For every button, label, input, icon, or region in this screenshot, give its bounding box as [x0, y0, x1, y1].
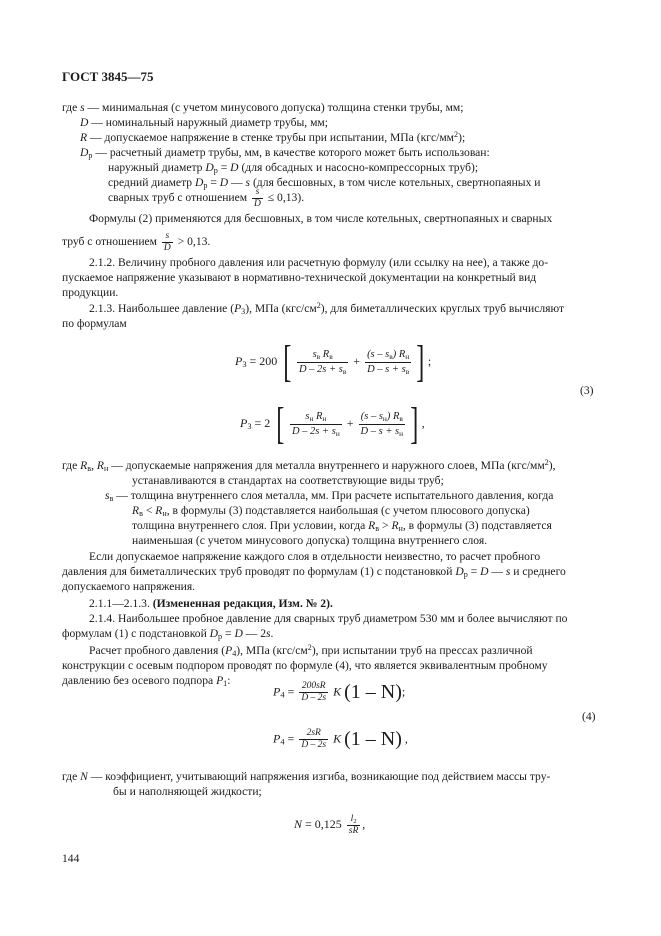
formula-4-line1: $P_4$ = $\frac{200sR}{D - 2s}$ K (1 – N);: [273, 681, 406, 703]
definition-outer-diameter: наружный диаметр $D_р = D$ (для обсадных и насосно-компрессорных труб);: [108, 161, 479, 175]
fraction-f1: $\frac{s_в R_в}{D - 2s + s_в}$: [298, 348, 347, 376]
fraction-f2: $\frac{(s - s_в) R_н}{D - s + s_в}$: [367, 348, 410, 376]
formula-4-line2: $P_4$ = $\frac{2sR}{D - 2s}$ K (1 – N) ,: [273, 728, 408, 750]
formula-3-number: (3): [580, 384, 594, 397]
fraction-2sR: $\frac{2sR}{D - 2s}$: [301, 728, 327, 750]
fraction-s-over-D-2: $\frac{s}{D}$: [163, 231, 171, 253]
paren-group: (1 – N): [344, 681, 402, 703]
right-bracket-2: ]: [410, 399, 419, 448]
where-sv-line4: наименьшая (с учетом минусового допуска) толщина внутреннего слоя.: [132, 534, 488, 547]
formula-4-number: (4): [582, 710, 596, 723]
paragraph-2-1-4: 2.1.4. Наибольшее пробное давление для сварных труб диаметром 530 мм и более вычисляют по: [89, 612, 568, 625]
paragraph-2-1-2-line3: продукции.: [62, 286, 119, 299]
definition-D: D — номинальный наружный диаметр трубы, мм;: [80, 116, 328, 129]
paragraph-axial-line2: конструкции с осевым подпором проводят по формуле (4), что является эквивалентным пробному: [62, 659, 548, 672]
paragraph-formula2: Формулы (2) применяются для бесшовных, в том числе котельных, свертнопаяных и сварных: [89, 212, 553, 225]
document-header: ГОСТ 3845—75: [62, 69, 154, 84]
changed-edition-note: 2.1.1—2.1.3. (Измененная редакция, Изм. № 2).: [89, 597, 333, 610]
paragraph-2-1-3-line2: по формулам: [62, 317, 127, 330]
right-bracket: ]: [416, 337, 425, 386]
page-number: 144: [62, 852, 80, 865]
where-Rv-Rn: где $R_в$, $R_н$ — допускаемые напряжения для металла внутреннего и наружного слоев, МПа $(кгс/мм^2)$,: [62, 458, 556, 473]
fraction-f1b: $\frac{s_н R_н}{D - 2s + s_н}$: [291, 410, 340, 438]
paragraph-2-1-3: 2.1.3. Наибольшее давление $(P_3)$, МПа $(кгс/см^2)$, для биметаллических круглых труб вычисляют: [89, 301, 565, 316]
formula-3-line2: $P_3 = 2$ [ $\frac{s_н R_н}{D - 2s + s_н}$ + $\frac{(s - s_н) R_в}{D - s + s_н}$ ] ,: [240, 399, 425, 448]
definition-R: R — допускаемое напряжение в стенке трубы при испытании, МПа $(кгс/мм^2)$;: [80, 130, 466, 144]
where-Rv-Rn-line2: устанавливаются в стандартах на соответствующие виды труб;: [132, 474, 444, 487]
paren-group-2: (1 – N): [344, 728, 402, 750]
fraction-l2-over-sR: $\frac{l_2}{sR}$: [348, 814, 359, 836]
paragraph-axial-line3: давлению без осевого подпора $P_1$:: [62, 674, 231, 688]
where-sv-line3: толщина внутреннего слоя. При условии, когда $R_в > R_н$, в формулы (3) подставляется: [132, 519, 552, 533]
paragraph-unknown-stress: Если допускаемое напряжение каждого слоя в отдельности неизвестно, то расчет пробного: [89, 550, 541, 563]
formula-N: N = 0,125 $\frac{l_2}{sR}$ ,: [294, 814, 366, 836]
fraction-s-over-D: $\frac{s}{D}$: [254, 187, 261, 209]
paragraph-unknown-stress-line2: давления для биметаллических труб проводят по формулам (1) с подстановкой $D_р = D$ — s и среднего: [62, 565, 566, 579]
where-sv: $s_в$ — толщина внутреннего слоя металла, мм. При расчете испытательного давления, когда: [105, 489, 554, 503]
where-N-line2: бы и наполняющей жидкости;: [113, 785, 262, 798]
where-N: где N — коэффициент, учитывающий напряжения изгиба, возникающие под действием массы тру-: [62, 770, 551, 783]
where-sv-line2: $R_в < R_н$, в формулы (3) подставляется наибольшая (с учетом плюсового допуска): [132, 504, 530, 518]
paragraph-2-1-2: 2.1.2. Величину пробного давления или расчетную формулу (или ссылку на нее), а также до-: [89, 256, 549, 269]
paragraph-axial: Расчет пробного давления $(P_4)$, МПа $(кгс/см^2)$, при испытании труб на прессах различной: [89, 643, 533, 658]
left-bracket-2: [: [276, 399, 285, 448]
paragraph-unknown-stress-line3: допускаемого напряжения.: [62, 580, 196, 593]
definition-Dp: $D_р$ — расчетный диаметр трубы, мм, в качестве которого может быть использован:: [80, 146, 490, 160]
definition-s: где s — минимальная (с учетом минусового допуска) толщина стенки трубы, мм;: [62, 101, 464, 114]
paragraph-2-1-2-line2: пускаемое напряжение указывают в нормативно-технической документации на конкретный вид: [62, 271, 537, 284]
paragraph-2-1-4-line2: формулам (1) с подстановкой $D_р = D$ — 2s.: [62, 627, 274, 641]
formula-3-line1: $P_3 = 200$ [ $\frac{s_в R_в}{D - 2s + s_в}$ + $\frac{(s - s_в) R_н}{D - s + s_в}$ ] ;: [235, 337, 432, 386]
fraction-200sR: $\frac{200sR}{D - 2s}$: [301, 681, 327, 703]
paragraph-formula2-cont: труб с отношением $\frac{s}{D}$ > 0,13.: [62, 231, 211, 253]
definition-mean-diameter: средний диаметр $D_р = D$ — s (для бесшовных, в том числе котельных, свертнопаяных и: [108, 176, 541, 190]
left-bracket: [: [283, 337, 292, 386]
fraction-f2b: $\frac{(s - s_н) R_в}{D - s + s_н}$: [360, 410, 404, 438]
definition-welded: сварных труб с отношением $\frac{s}{D}$ ≤ 0,13).: [108, 187, 305, 209]
